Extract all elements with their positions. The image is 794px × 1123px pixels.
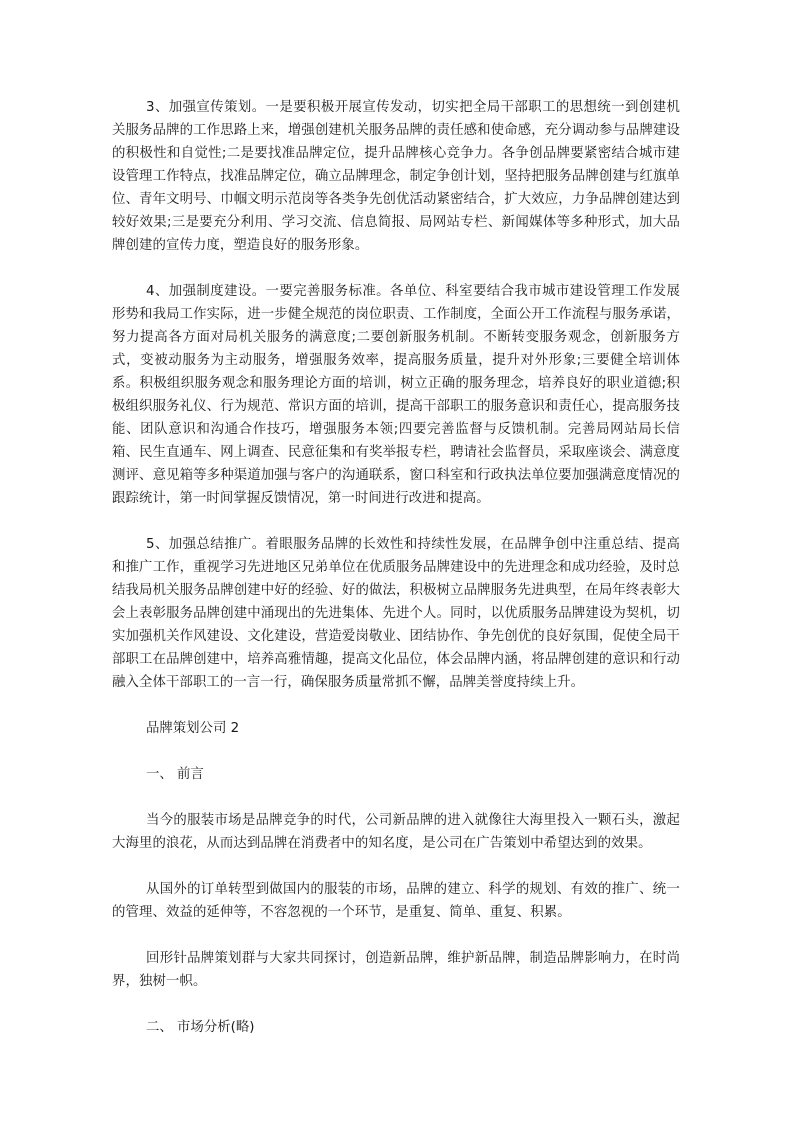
section-heading-preface: 一、 前言 bbox=[146, 767, 204, 782]
paragraph-summary-promotion: 5、加强总结推广。着眼服务品牌的长效性和持续性发展，在品牌争创中注重总结、提高和推广工作，重视学习先进地区兄弟单位在优质服务品牌建设中的先进理念和成功经验，及时总结我局机关服务品牌创建中好的经验、好的做法，积极树立品牌服务先进典型，在局年终表彰大会上表彰服务品牌创建中涌现出的先进集体、先进个人。同时，以优质服务品牌建设为契机，切实加强机关作风建设、文化建设，营造爱岗敬业、团结协作、争先创优的良好氛围，促使全局干部职工在品牌创建中，培养高雅情趣，提高文化品位，体会品牌内涵，将品牌创建的意识和行动融入全体干部职工的一言一行，确保服务质量常抓不懈，品牌美誉度持续上升。 bbox=[112, 537, 680, 690]
paragraph-publicity-planning: 3、加强宣传策划。一是要积极开展宣传发动，切实把全局干部职工的思想统一到创建机关服务品牌的工作思路上来，增强创建机关服务品牌的责任感和使命感，充分调动参与品牌建设的积极性和自觉性;二是要找准品牌定位，提升品牌核心竞争力。各争创品牌要紧密结合城市建设管理工作特点，找准品牌定位，确立品牌理念，制定争创计划，坚持把服务品牌创建与红旗单位、青年文明号、巾帼文明示范岗等各类争先创优活动紧密结合，扩大效应，力争品牌创建达到较好效果;三是要充分利用、学习交流、信息简报、局网站专栏、新闻媒体等多种形式，加大品牌创建的宣传力度，塑造良好的服务形象。 bbox=[112, 100, 680, 253]
paragraph-preface-2: 从国外的订单转型到做国内的服装的市场，品牌的建立、科学的规划、有效的推广、统一的管理、效益的延伸等，不容忽视的一个环节，是重复、简单、重复、积累。 bbox=[112, 882, 680, 920]
section-heading-market-analysis: 二、 市场分析(略) bbox=[146, 1020, 255, 1035]
paragraph-system-construction: 4、加强制度建设。一要完善服务标准。各单位、科室要结合我市城市建设管理工作发展形势和我局工作实际，进一步健全规范的岗位职责、工作制度，全面公开工作流程与服务承诺，努力提高各方面对局机关服务的满意度;二要创新服务机制。不断转变服务观念，创新服务方式，变被动服务为主动服务，增强服务效率，提高服务质量，提升对外形象;三要健全培训体系。积极组织服务观念和服务理论方面的培训，树立正确的服务理念，培养良好的职业道德;积极组织服务礼仪、行为规范、常识方面的培训，提高干部职工的服务意识和责任心，提高服务技能、团队意识和沟通合作技巧，增强服务本领;四要完善监督与反馈机制。完善局网站局长信箱、民生直通车、网上调查、民意征集和有奖举报专栏，聘请社会监督员，采取座谈会、满意度测评、意见箱等多种渠道加强与客户的沟通联系，窗口科室和行政执法单位要加强满意度情况的跟踪统计，第一时间掌握反馈情况，第一时间进行改进和提高。 bbox=[112, 284, 680, 506]
document-page bbox=[112, 96, 680, 1039]
document-title-2: 品牌策划公司 2 bbox=[146, 721, 240, 736]
paragraph-preface-1: 当今的服装市场是品牌竞争的时代，公司新品牌的进入就像往大海里投入一颗石头，激起大海里的浪花，从而达到品牌在消费者中的知名度，是公司在广告策划中希望达到的效果。 bbox=[112, 813, 680, 851]
paragraph-preface-3: 回形针品牌策划群与大家共同探讨，创造新品牌，维护新品牌，制造品牌影响力，在时尚界，独树一帜。 bbox=[112, 951, 680, 989]
